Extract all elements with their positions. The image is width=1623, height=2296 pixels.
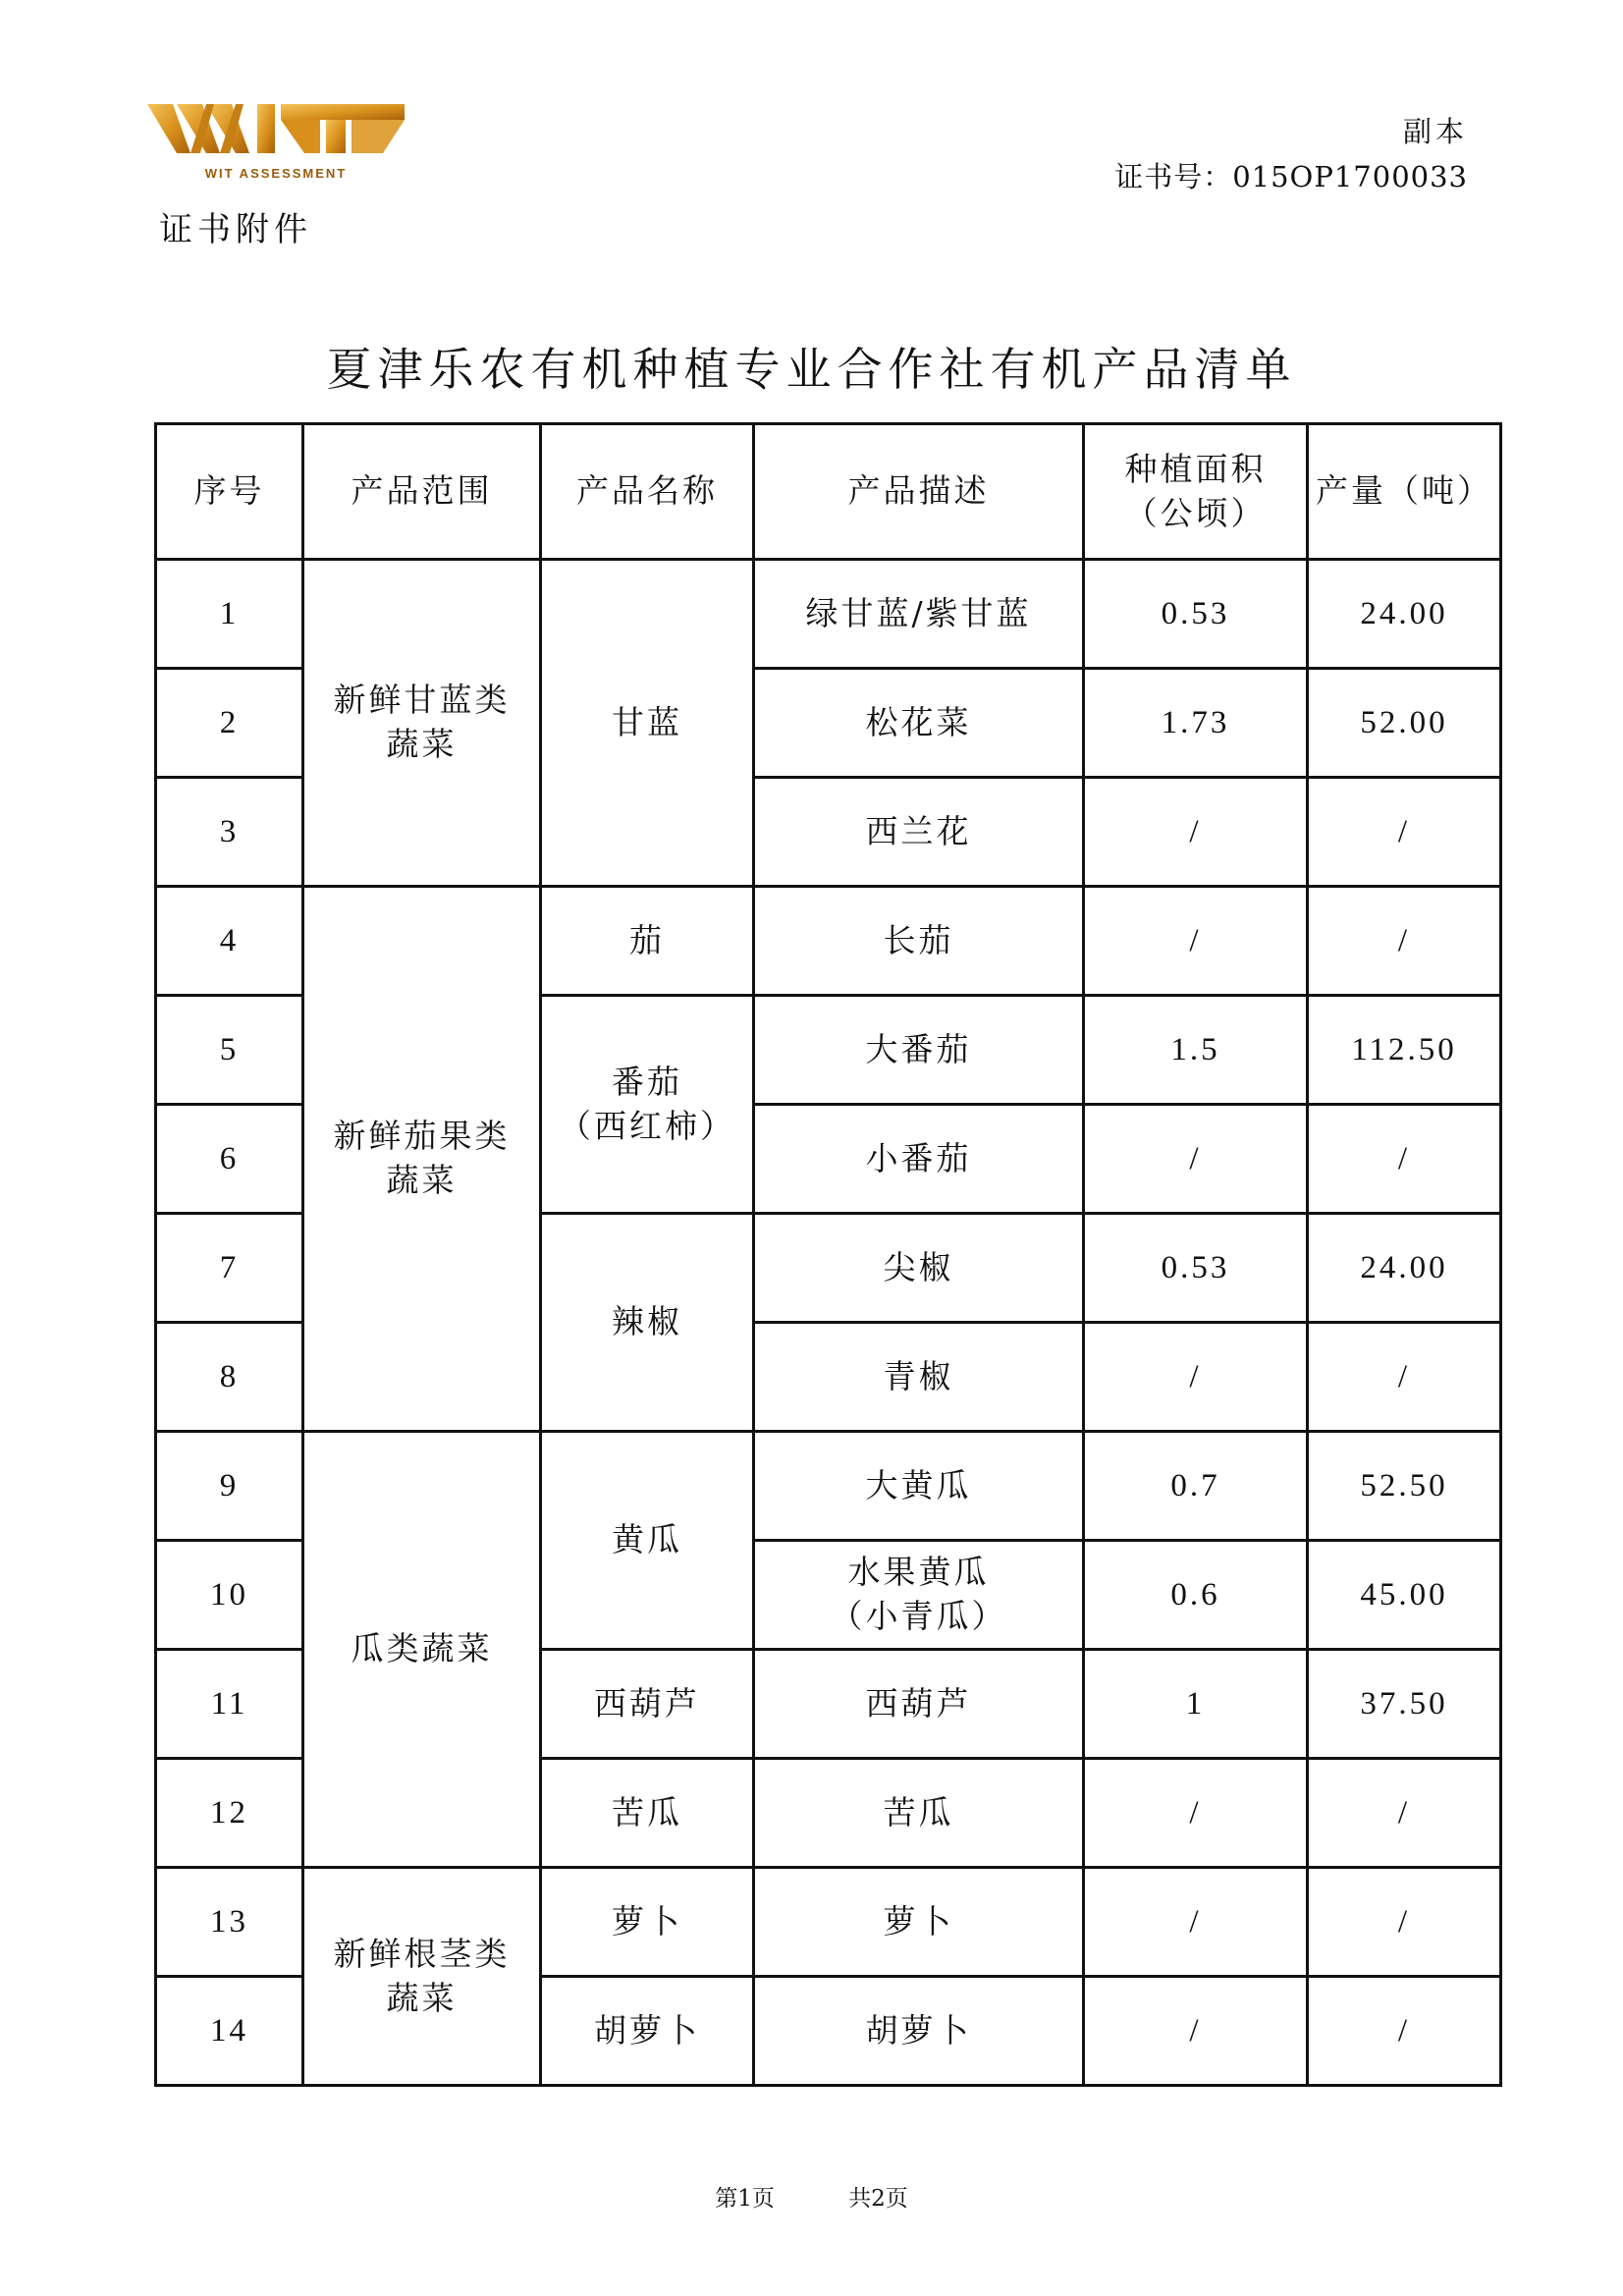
- page-total: 共2页: [848, 2186, 908, 2212]
- cell-name: 甘蓝: [541, 560, 754, 887]
- cell-area: 1: [1084, 1650, 1308, 1759]
- cell-seq: 14: [156, 1977, 303, 2086]
- cell-yield: 52.00: [1308, 669, 1501, 778]
- cell-area: 1.73: [1084, 669, 1308, 778]
- header-area-line2: （公顷）: [1124, 493, 1267, 532]
- cell-seq: 1: [156, 560, 303, 669]
- table-row: [156, 560, 1501, 669]
- desc-line2: （小青瓜）: [830, 1597, 1007, 1635]
- cell-yield: /: [1308, 887, 1501, 996]
- cell-name: 茄: [541, 887, 754, 996]
- wit-assessment-logo: [147, 102, 405, 189]
- header-area: [1084, 424, 1308, 560]
- cell-yield: /: [1308, 1105, 1501, 1214]
- cell-desc: 西葫芦: [754, 1650, 1084, 1759]
- cell-area: /: [1084, 778, 1308, 887]
- cell-yield: 52.50: [1308, 1432, 1501, 1541]
- scope-line1: 新鲜茄果类: [333, 1117, 511, 1156]
- header-yield: 产量（吨）: [1308, 424, 1501, 560]
- cell-desc: 松花菜: [754, 669, 1084, 778]
- scope-line1: 新鲜甘蓝类: [333, 681, 511, 720]
- cell-area: /: [1084, 1759, 1308, 1868]
- cell-desc: 青椒: [754, 1323, 1084, 1432]
- cell-desc: 西兰花: [754, 778, 1084, 887]
- desc-line1: 水果黄瓜: [847, 1553, 990, 1592]
- page-number: 第1页: [715, 2186, 775, 2212]
- cell-scope: 瓜类蔬菜: [303, 1432, 541, 1868]
- cell-name: [541, 996, 754, 1214]
- product-table: [154, 422, 1502, 2087]
- cell-name: 胡萝卜: [541, 1977, 754, 2086]
- cell-area: 0.53: [1084, 560, 1308, 669]
- scope-line2: 蔬菜: [386, 1161, 458, 1199]
- cell-seq: 9: [156, 1432, 303, 1541]
- cell-area: 0.7: [1084, 1432, 1308, 1541]
- cell-yield: 112.50: [1308, 996, 1501, 1105]
- cell-scope: [303, 560, 541, 887]
- cell-seq: 2: [156, 669, 303, 778]
- cell-desc: 长茄: [754, 887, 1084, 996]
- cell-desc: 苦瓜: [754, 1759, 1084, 1868]
- cell-yield: 37.50: [1308, 1650, 1501, 1759]
- cell-area: /: [1084, 1323, 1308, 1432]
- header-scope: 产品范围: [303, 424, 541, 560]
- cell-seq: 11: [156, 1650, 303, 1759]
- scope-line2: 蔬菜: [386, 725, 458, 763]
- cell-yield: /: [1308, 1977, 1501, 2086]
- cell-seq: 7: [156, 1214, 303, 1323]
- cell-desc: 尖椒: [754, 1214, 1084, 1323]
- cell-yield: /: [1308, 1759, 1501, 1868]
- cell-area: 1.5: [1084, 996, 1308, 1105]
- logo-icon: [147, 102, 405, 189]
- cell-desc: 绿甘蓝/紫甘蓝: [754, 560, 1084, 669]
- cell-seq: 5: [156, 996, 303, 1105]
- attachment-label: 证书附件: [159, 210, 312, 249]
- cell-desc: 大番茄: [754, 996, 1084, 1105]
- cell-scope: [303, 1868, 541, 2086]
- cell-seq: 10: [156, 1541, 303, 1650]
- header-desc: 产品描述: [754, 424, 1084, 560]
- name-line1: 番茄: [612, 1062, 682, 1101]
- cell-area: 0.6: [1084, 1541, 1308, 1650]
- header-name: 产品名称: [541, 424, 754, 560]
- cell-scope: [303, 887, 541, 1432]
- cell-area: /: [1084, 1977, 1308, 2086]
- scope-line1: 新鲜根茎类: [333, 1934, 511, 1973]
- scope-line2: 蔬菜: [386, 1978, 458, 2017]
- certificate-number: 证书号：015OP1700033: [1114, 160, 1468, 193]
- document-title: 夏津乐农有机种植专业合作社有机产品清单: [326, 343, 1297, 396]
- table-header-row: [156, 424, 1501, 560]
- cell-name: 萝卜: [541, 1868, 754, 1977]
- cell-seq: 8: [156, 1323, 303, 1432]
- cell-seq: 13: [156, 1868, 303, 1977]
- cell-yield: /: [1308, 778, 1501, 887]
- cell-seq: 6: [156, 1105, 303, 1214]
- cell-area: /: [1084, 887, 1308, 996]
- cell-area: 0.53: [1084, 1214, 1308, 1323]
- cell-name: 西葫芦: [541, 1650, 754, 1759]
- cell-yield: /: [1308, 1868, 1501, 1977]
- cell-yield: 45.00: [1308, 1541, 1501, 1650]
- cell-area: /: [1084, 1868, 1308, 1977]
- cell-name: 辣椒: [541, 1214, 754, 1432]
- cell-seq: 4: [156, 887, 303, 996]
- cell-desc: 胡萝卜: [754, 1977, 1084, 2086]
- cell-seq: 12: [156, 1759, 303, 1868]
- table-row: [156, 1432, 1501, 1541]
- cell-yield: 24.00: [1308, 560, 1501, 669]
- cell-desc: 萝卜: [754, 1868, 1084, 1977]
- cell-yield: 24.00: [1308, 1214, 1501, 1323]
- table-row: [156, 1868, 1501, 1977]
- header-seq: 序号: [156, 424, 303, 560]
- cell-seq: 3: [156, 778, 303, 887]
- cell-name: 苦瓜: [541, 1759, 754, 1868]
- cell-yield: /: [1308, 1323, 1501, 1432]
- name-line2: （西红柿）: [559, 1106, 735, 1145]
- cell-desc: [754, 1541, 1084, 1650]
- copy-label: 副本: [1402, 115, 1468, 148]
- table-row: [156, 887, 1501, 996]
- cell-area: /: [1084, 1105, 1308, 1214]
- logo-caption: WIT ASSESSMENT: [204, 166, 348, 181]
- cell-desc: 小番茄: [754, 1105, 1084, 1214]
- page-footer: [0, 2180, 1623, 2213]
- header-area-line1: 种植面积: [1124, 449, 1267, 488]
- cell-name: 黄瓜: [541, 1432, 754, 1650]
- cell-desc: 大黄瓜: [754, 1432, 1084, 1541]
